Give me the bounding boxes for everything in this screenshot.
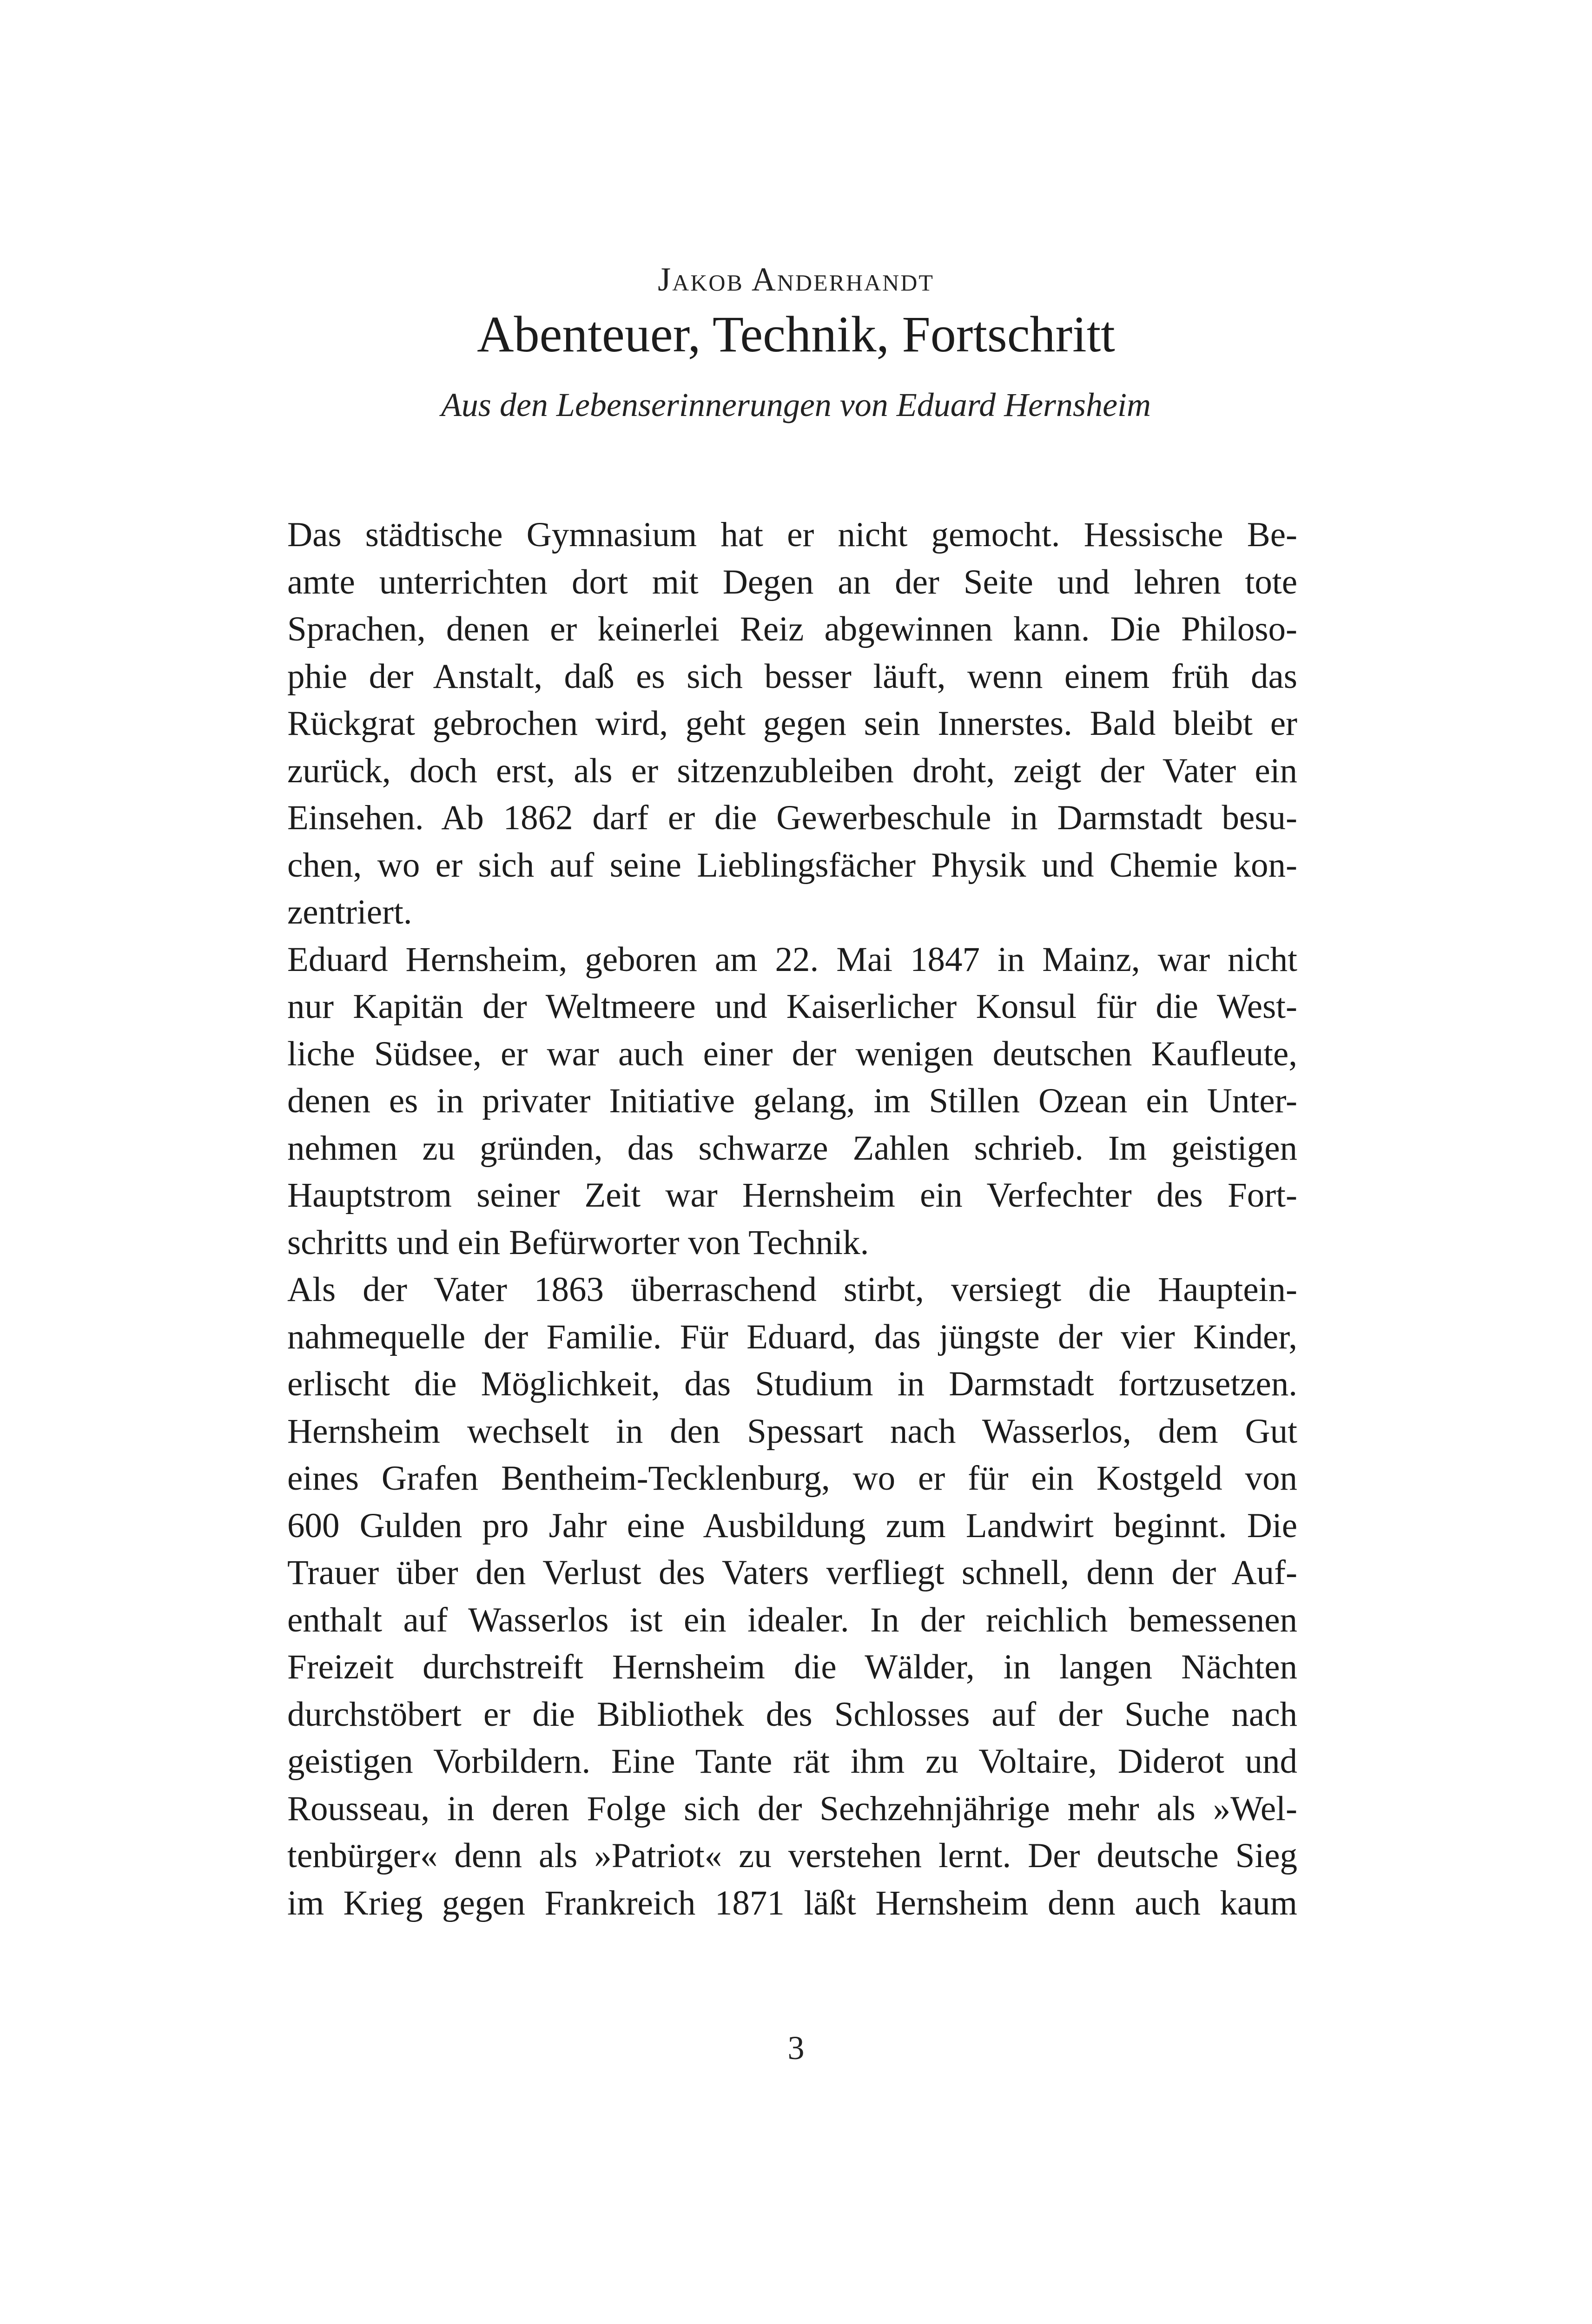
text-line: eines Grafen Bentheim-Tecklenburg, wo er für ein Kostgeld von: [287, 1459, 1297, 1498]
text-line: durchstöbert er die Bibliothek des Schlosses auf der Suche nach: [287, 1695, 1297, 1734]
text-line: chen, wo er sich auf seine Lieblingsfächer Physik und Chemie kon-: [287, 845, 1297, 885]
text-line: Sprachen, denen er keinerlei Reiz abgewinnen kann. Die Philoso-: [287, 610, 1297, 648]
text-line: nahmequelle der Familie. Für Eduard, das jüngste der vier Kinder,: [287, 1317, 1297, 1356]
text-line: Hernsheim wechselt in den Spessart nach Wasserlos, dem Gut: [287, 1412, 1297, 1451]
text-line: zurück, doch erst, als er sitzenzubleiben droht, zeigt der Vater ein: [287, 751, 1297, 790]
text-line: nur Kapitän der Weltmeere und Kaiserlicher Konsul für die West-: [287, 987, 1297, 1026]
text-line: Trauer über den Verlust des Vaters verfliegt schnell, denn der Auf-: [287, 1553, 1297, 1592]
body-text: [287, 511, 1297, 1927]
text-line: Als der Vater 1863 überraschend stirbt, versiegt die Hauptein-: [287, 1270, 1297, 1309]
text-line: im Krieg gegen Frankreich 1871 läßt Hernsheim denn auch kaum: [287, 1883, 1297, 1922]
text-line: enthalt auf Wasserlos ist ein idealer. In der reichlich bemessenen: [287, 1600, 1297, 1639]
text-line: Hauptstrom seiner Zeit war Hernsheim ein Verfechter des Fort-: [287, 1176, 1297, 1215]
text-line: phie der Anstalt, daß es sich besser läuft, wenn einem früh das: [287, 657, 1297, 696]
text-line: Eduard Hernsheim, geboren am 22. Mai 1847 in Mainz, war nicht: [287, 940, 1297, 979]
chapter-title: Abenteuer, Technik, Fortschritt: [477, 306, 1115, 363]
text-line: erlischt die Möglichkeit, das Studium in Darmstadt fortzusetzen.: [287, 1365, 1297, 1403]
text-line: tenbürger« denn als »Patriot« zu verstehen lernt. Der deutsche Sieg: [287, 1836, 1297, 1875]
text-line: zentriert.: [287, 893, 412, 931]
text-line: Einsehen. Ab 1862 darf er die Gewerbeschule in Darmstadt besu-: [287, 799, 1297, 837]
text-line: nehmen zu gründen, das schwarze Zahlen schrieb. Im geistigen: [287, 1129, 1297, 1168]
text-line: schritts und ein Befürworter von Technik.: [287, 1223, 869, 1262]
text-line: denen es in privater Initiative gelang, im Stillen Ozean ein Unter-: [287, 1082, 1297, 1120]
text-line: Freizeit durchstreift Hernsheim die Wälder, in langen Nächten: [287, 1648, 1297, 1686]
author-name: Jakob Anderhandt: [658, 261, 934, 298]
text-line: Das städtische Gymnasium hat er nicht gemocht. Hessische Be-: [287, 515, 1297, 554]
text-line: Rückgrat gebrochen wird, geht gegen sein Innerstes. Bald bleibt er: [287, 704, 1297, 743]
page-number: 3: [787, 2029, 805, 2067]
text-line: liche Südsee, er war auch einer der wenigen deutschen Kaufleute,: [287, 1034, 1297, 1073]
text-line: geistigen Vorbildern. Eine Tante rät ihm zu Voltaire, Diderot und: [287, 1742, 1297, 1781]
text-line: amte unterrichten dort mit Degen an der Seite und lehren tote: [287, 562, 1297, 601]
text-line: 600 Gulden pro Jahr eine Ausbildung zum Landwirt beginnt. Die: [287, 1506, 1297, 1545]
text-line: Rousseau, in deren Folge sich der Sechzehnjährige mehr als »Wel-: [287, 1789, 1297, 1828]
chapter-subtitle: Aus den Lebenserinnerungen von Eduard Hernsheim: [441, 386, 1151, 423]
